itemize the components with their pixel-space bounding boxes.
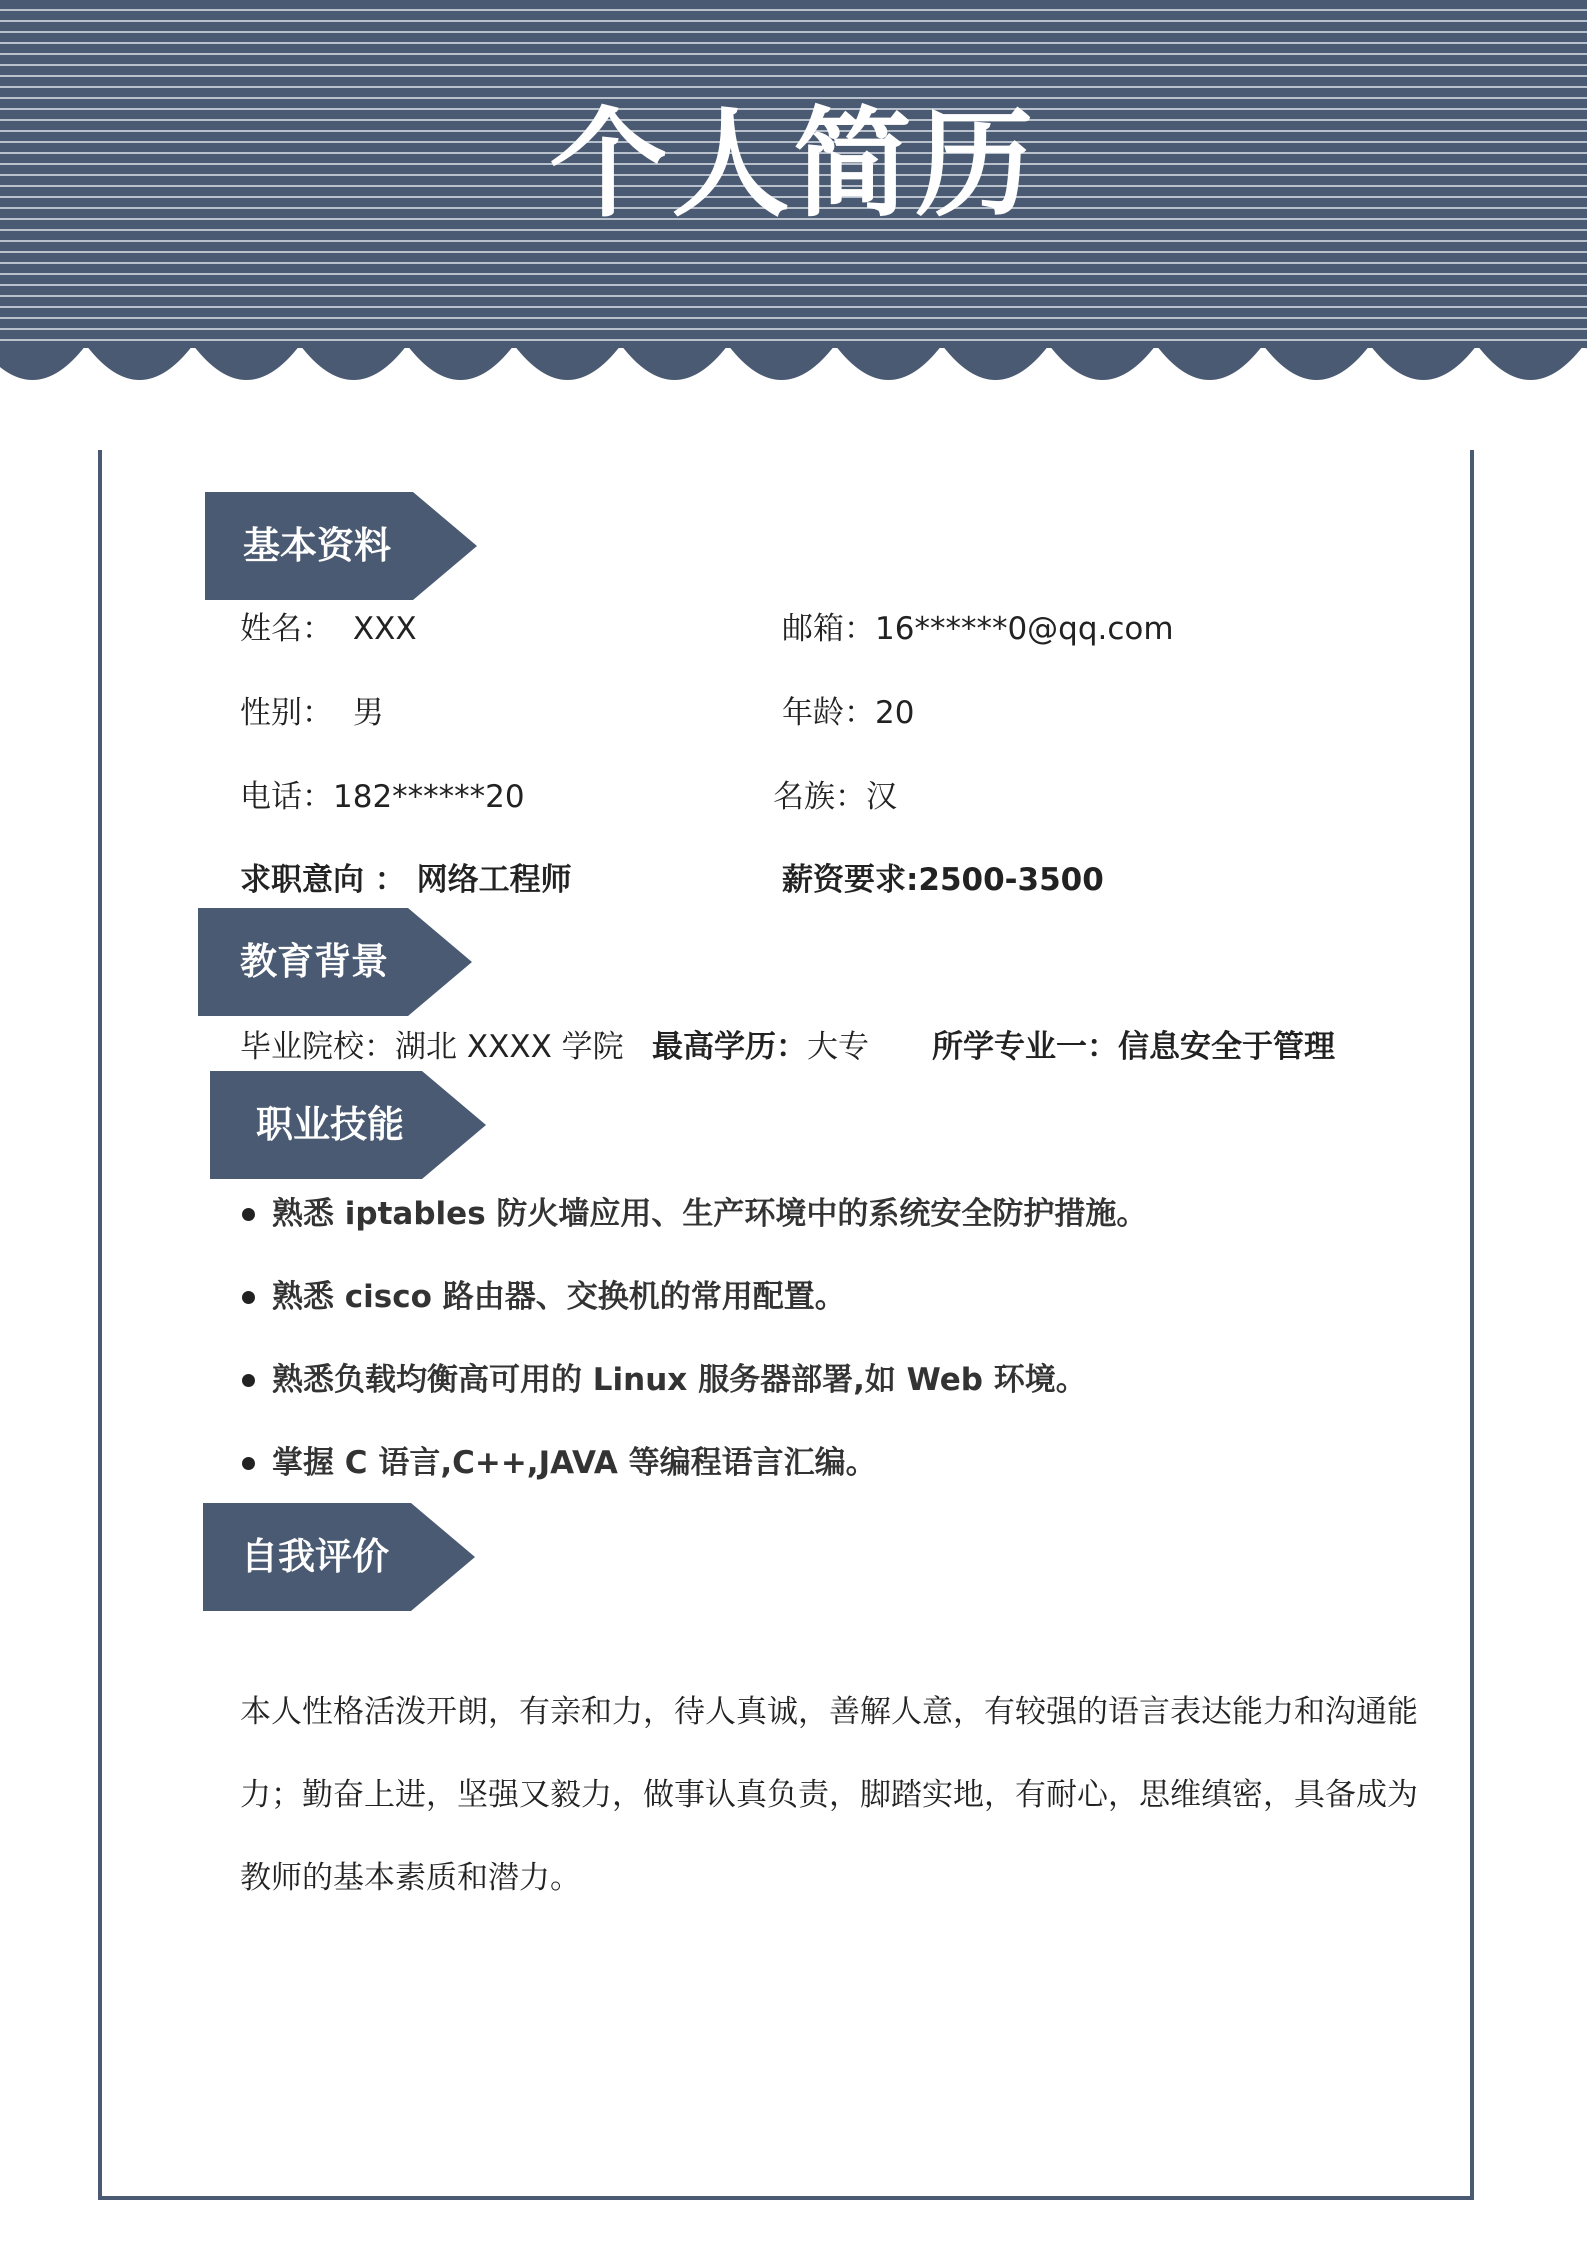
name-value: XXX	[352, 611, 417, 647]
section-heading-label: 教育背景	[240, 940, 388, 983]
section-heading-label: 基本资料	[243, 524, 391, 567]
section-heading-skills	[210, 1071, 490, 1179]
age-value: 20	[875, 695, 915, 731]
section-heading-education	[198, 908, 478, 1016]
page-title: 个人简历	[549, 95, 1038, 233]
name-field	[240, 609, 417, 649]
bullet-icon	[242, 1208, 255, 1221]
phone-field	[240, 777, 525, 817]
major: 所学专业一：信息安全于管理	[932, 1029, 1335, 1065]
section-heading-label: 自我评价	[241, 1535, 389, 1578]
self-evaluation-line: 力；勤奋上进，坚强又毅力，做事认真负责，脚踏实地，有耐心，思维缜密，具备成为	[240, 1777, 1418, 1813]
self-evaluation-line: 教师的基本素质和潜力。	[240, 1860, 581, 1896]
section-heading-basic	[205, 492, 485, 600]
header-banner	[0, 0, 1587, 348]
phone-label: 电话：	[240, 779, 333, 815]
degree-label: 最高学历：	[652, 1029, 807, 1065]
scallop-border	[0, 345, 1587, 397]
section-heading-label: 职业技能	[256, 1103, 404, 1146]
name-label: 姓名：	[240, 611, 333, 647]
job-intent: 求职意向 ： 网络工程师	[240, 862, 572, 898]
skill-item: 熟悉 iptables 防火墙应用、生产环境中的系统安全防护措施。	[272, 1196, 1148, 1232]
bullet-icon	[242, 1374, 255, 1387]
bullet-icon	[242, 1457, 255, 1470]
salary-expectation: 薪资要求:2500-3500	[782, 862, 1104, 898]
skill-item: 熟悉 cisco 路由器、交换机的常用配置。	[272, 1279, 846, 1315]
ethnic-value: 汉	[866, 779, 897, 815]
school: 毕业院校：湖北 XXXX 学院	[240, 1029, 624, 1065]
self-evaluation-line: 本人性格活泼开朗，有亲和力，待人真诚，善解人意，有较强的语言表达能力和沟通能	[240, 1694, 1418, 1730]
skill-item: 掌握 C 语言,C++,JAVA 等编程语言汇编。	[272, 1445, 877, 1481]
email-value: 16******0@qq.com	[875, 611, 1174, 647]
section-heading-self-evaluation	[203, 1503, 483, 1611]
degree-value: 大专	[807, 1029, 869, 1065]
bullet-icon	[242, 1291, 255, 1304]
gender-field	[240, 693, 384, 733]
age-field	[782, 693, 914, 733]
email-field	[782, 609, 1174, 649]
email-label: 邮箱：	[782, 611, 875, 647]
ethnic-field	[773, 777, 897, 817]
skill-item: 熟悉负载均衡高可用的 Linux 服务器部署,如 Web 环境。	[272, 1362, 1087, 1398]
age-label: 年龄：	[782, 695, 875, 731]
ethnic-label: 名族：	[773, 779, 866, 815]
gender-label: 性别：	[240, 695, 333, 731]
gender-value: 男	[352, 695, 384, 731]
phone-value: 182******20	[333, 779, 525, 815]
degree-field	[652, 1027, 869, 1067]
